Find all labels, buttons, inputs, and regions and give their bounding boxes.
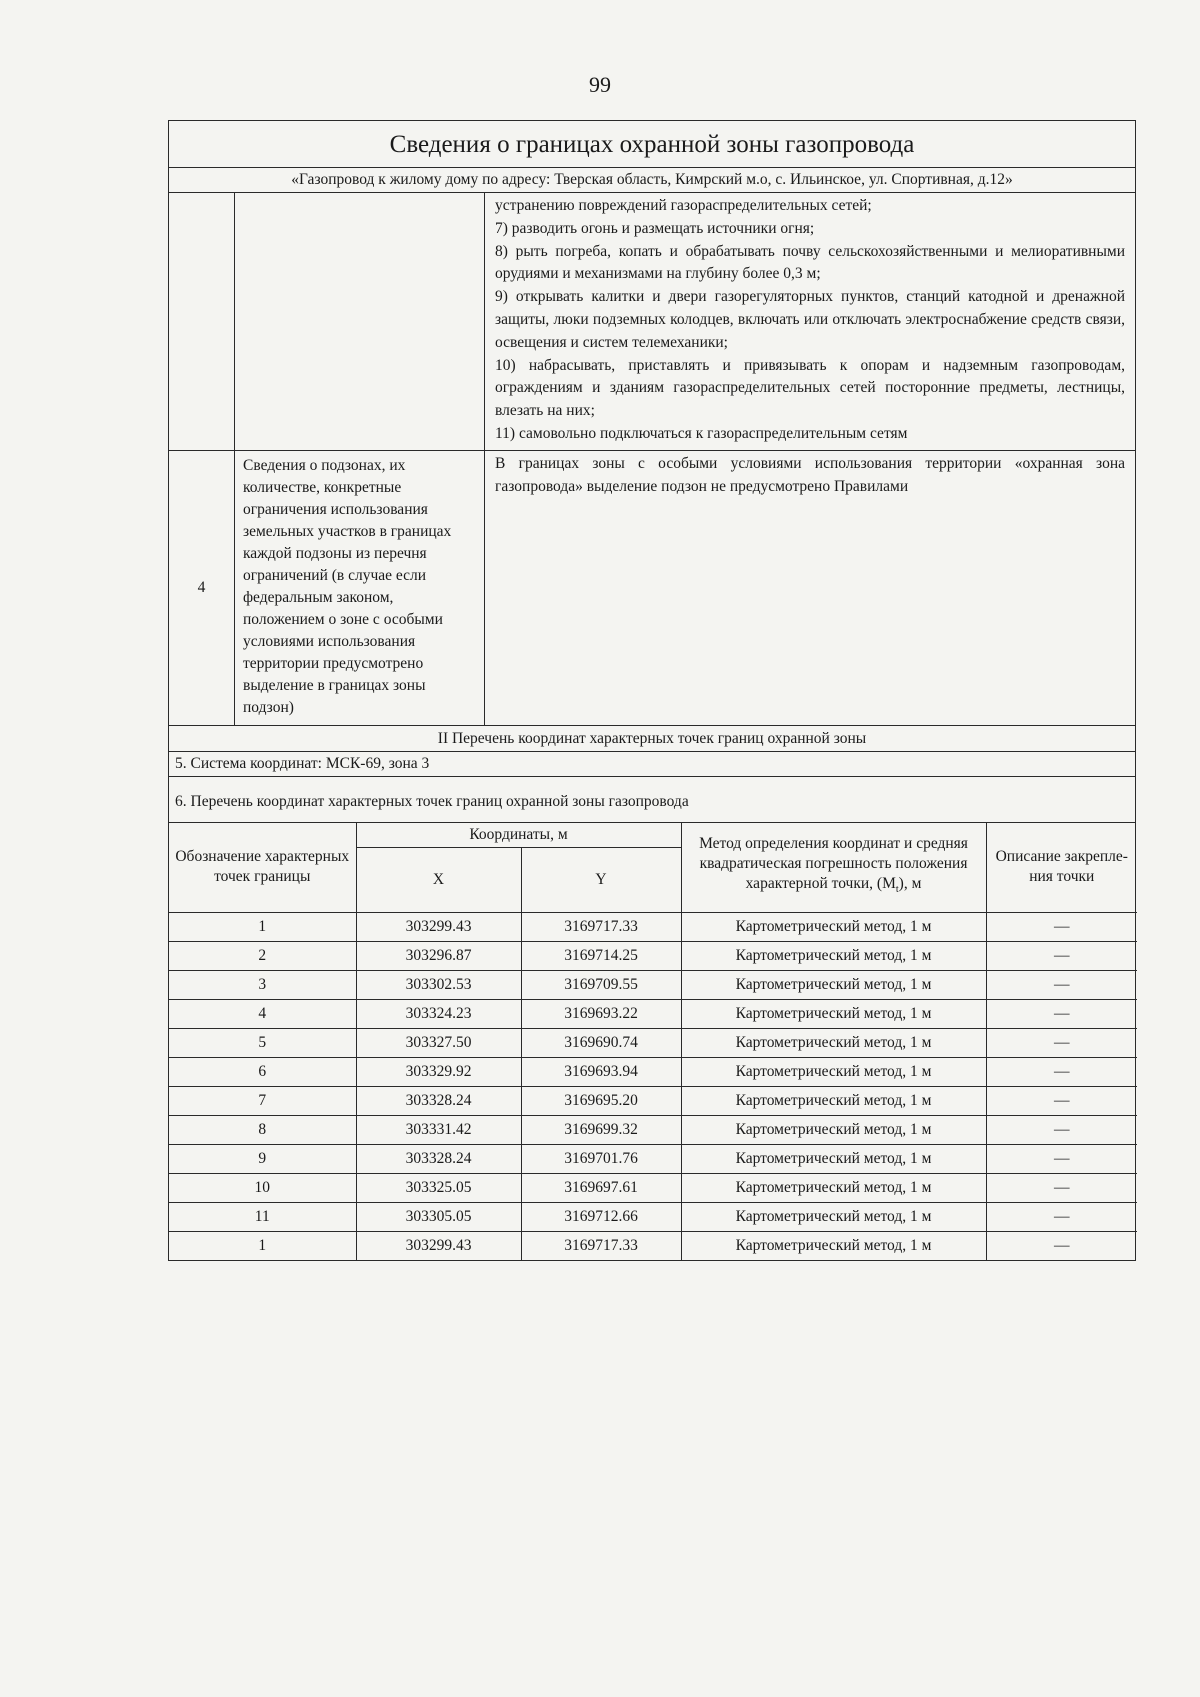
cell-description: — [986, 1028, 1137, 1057]
restriction-line: 11) самовольно подключаться к газораспределительным сетям [495, 424, 908, 442]
row-number: 4 [169, 451, 235, 725]
cell-description: — [986, 1086, 1137, 1115]
cell-y: 3169697.61 [521, 1173, 681, 1202]
header-method-unit: ), м [898, 875, 922, 893]
restriction-line: 9) открывать калитки и двери газорегуляторных пунктов, станций катодной и дренажной защиты, люки подземных колодцев, включать или отключать электроснабжение средств связи, освещения и систем телемеханики; [495, 288, 1125, 351]
restriction-line: 10) набрасывать, приставлять и привязывать к опорам и надземным газопроводам, ограждениям и зданиям газораспределительных сетей посторонние предметы, лестницы, влезать на них; [495, 356, 1125, 420]
table-row [169, 1115, 1137, 1144]
cell-x: 303305.05 [356, 1202, 521, 1231]
header-method-subscript: t [895, 884, 899, 896]
cell-y: 3169717.33 [521, 912, 681, 941]
cell-point: 8 [169, 1115, 356, 1144]
document-frame [168, 120, 1136, 1261]
cell-method: Картометрический метод, 1 м [681, 999, 986, 1028]
cell-y: 3169690.74 [521, 1028, 681, 1057]
coordinate-system: 5. Система координат: МСК-69, зона 3 [169, 751, 1135, 776]
cell-description: — [986, 1202, 1137, 1231]
table-row [169, 912, 1137, 941]
cell-description: — [986, 999, 1137, 1028]
cell-description: — [986, 970, 1137, 999]
cell-x: 303329.92 [356, 1057, 521, 1086]
restrictions-text [485, 193, 1135, 450]
cell-method: Картометрический метод, 1 м [681, 1115, 986, 1144]
cell-x: 303328.24 [356, 1086, 521, 1115]
table-row [169, 1173, 1137, 1202]
cell-x: 303325.05 [356, 1173, 521, 1202]
cell-description: — [986, 912, 1137, 941]
cell-point: 5 [169, 1028, 356, 1057]
cell-method: Картометрический метод, 1 м [681, 1086, 986, 1115]
cell-point: 9 [169, 1144, 356, 1173]
cell-x: 303299.43 [356, 1231, 521, 1260]
cell-point: 10 [169, 1173, 356, 1202]
cell-method: Картометрический метод, 1 м [681, 1231, 986, 1260]
cell-method: Картометрический метод, 1 м [681, 941, 986, 970]
table-row [169, 999, 1137, 1028]
table-row [169, 1144, 1137, 1173]
document-title: Сведения о границах охранной зоны газопровода [389, 131, 915, 158]
cell-description: — [986, 1173, 1137, 1202]
table-row [169, 970, 1137, 999]
cell-description: — [986, 1231, 1137, 1260]
cell-y: 3169699.32 [521, 1115, 681, 1144]
cell-y: 3169714.25 [521, 941, 681, 970]
table-row [169, 1086, 1137, 1115]
cell-x: 303302.53 [356, 970, 521, 999]
cell-y: 3169717.33 [521, 1231, 681, 1260]
cell-point: 11 [169, 1202, 356, 1231]
page-number: 99 [589, 72, 611, 97]
cell-y: 3169693.22 [521, 999, 681, 1028]
restrictions-continued-row [169, 192, 1135, 450]
cell-x: 303299.43 [356, 912, 521, 941]
cell-y: 3169712.66 [521, 1202, 681, 1231]
header-method [681, 823, 986, 913]
cell-method: Картометрический метод, 1 м [681, 1028, 986, 1057]
cell-description: — [986, 1144, 1137, 1173]
cell-y: 3169701.76 [521, 1144, 681, 1173]
header-coordinates: Координаты, м [356, 823, 681, 848]
row-label-empty [235, 193, 485, 450]
restriction-line: 7) разводить огонь и размещать источники огня; [495, 219, 815, 237]
header-method-text: Метод определения координат и средняя квадратическая погрешность положения характерной точки, (M [699, 835, 968, 893]
cell-method: Картометрический метод, 1 м [681, 970, 986, 999]
header-x: X [356, 847, 521, 912]
cell-x: 303327.50 [356, 1028, 521, 1057]
cell-x: 303331.42 [356, 1115, 521, 1144]
table-row [169, 1028, 1137, 1057]
restriction-line: 8) рыть погреба, копать и обрабатывать почву сельскохозяйственными и мелиоративными орудиями и механизмами на глубину более 0,3 м; [495, 242, 1125, 283]
header-point-designation: Обозначение характерных точек границы [169, 823, 356, 913]
coordinates-table [169, 823, 1137, 1260]
cell-point: 1 [169, 1231, 356, 1260]
cell-method: Картометрический метод, 1 м [681, 912, 986, 941]
coordinates-list-title: 6. Перечень координат характерных точек границ охранной зоны газопровода [169, 776, 1135, 822]
subzones-row [169, 450, 1135, 725]
cell-y: 3169693.94 [521, 1057, 681, 1086]
row-number-empty [169, 193, 235, 450]
cell-x: 303324.23 [356, 999, 521, 1028]
table-row [169, 1231, 1137, 1260]
cell-point: 6 [169, 1057, 356, 1086]
table-row [169, 1202, 1137, 1231]
cell-description: — [986, 1057, 1137, 1086]
header-description: Описание закрепле-ния точки [986, 823, 1137, 913]
restriction-line: устранению повреждений газораспределительных сетей; [495, 197, 872, 214]
coordinates-table-wrap [169, 822, 1135, 1260]
header-y: Y [521, 847, 681, 912]
section-2-title: II Перечень координат характерных точек границ охранной зоны [169, 725, 1135, 751]
table-row [169, 1057, 1137, 1086]
cell-point: 4 [169, 999, 356, 1028]
cell-description: — [986, 1115, 1137, 1144]
cell-x: 303296.87 [356, 941, 521, 970]
subzones-text: В границах зоны с особыми условиями использования территории «охранная зона газопровода» выделение подзон не предусмотрено Правилами [495, 454, 1125, 495]
cell-x: 303328.24 [356, 1144, 521, 1173]
cell-description: — [986, 941, 1137, 970]
cell-method: Картометрический метод, 1 м [681, 1202, 986, 1231]
cell-point: 2 [169, 941, 356, 970]
table-row [169, 941, 1137, 970]
cell-y: 3169695.20 [521, 1086, 681, 1115]
cell-method: Картометрический метод, 1 м [681, 1057, 986, 1086]
cell-point: 1 [169, 912, 356, 941]
cell-method: Картометрический метод, 1 м [681, 1144, 986, 1173]
cell-point: 3 [169, 970, 356, 999]
subzones-label: Сведения о подзонах, их количестве, конкретные ограничения использования земельных участков в границах каждой подзоны из перечня ограничений (в случае если федеральным законом, положением о зоне с особыми условиями использования территории предусмотрено выделение в границах зоны подзон) [235, 451, 485, 725]
cell-y: 3169709.55 [521, 970, 681, 999]
cell-point: 7 [169, 1086, 356, 1115]
object-subtitle: «Газопровод к жилому дому по адресу: Тверская область, Кимрский м.о, с. Ильинское, ул. Спортивная, д.12» [169, 167, 1135, 192]
cell-method: Картометрический метод, 1 м [681, 1173, 986, 1202]
